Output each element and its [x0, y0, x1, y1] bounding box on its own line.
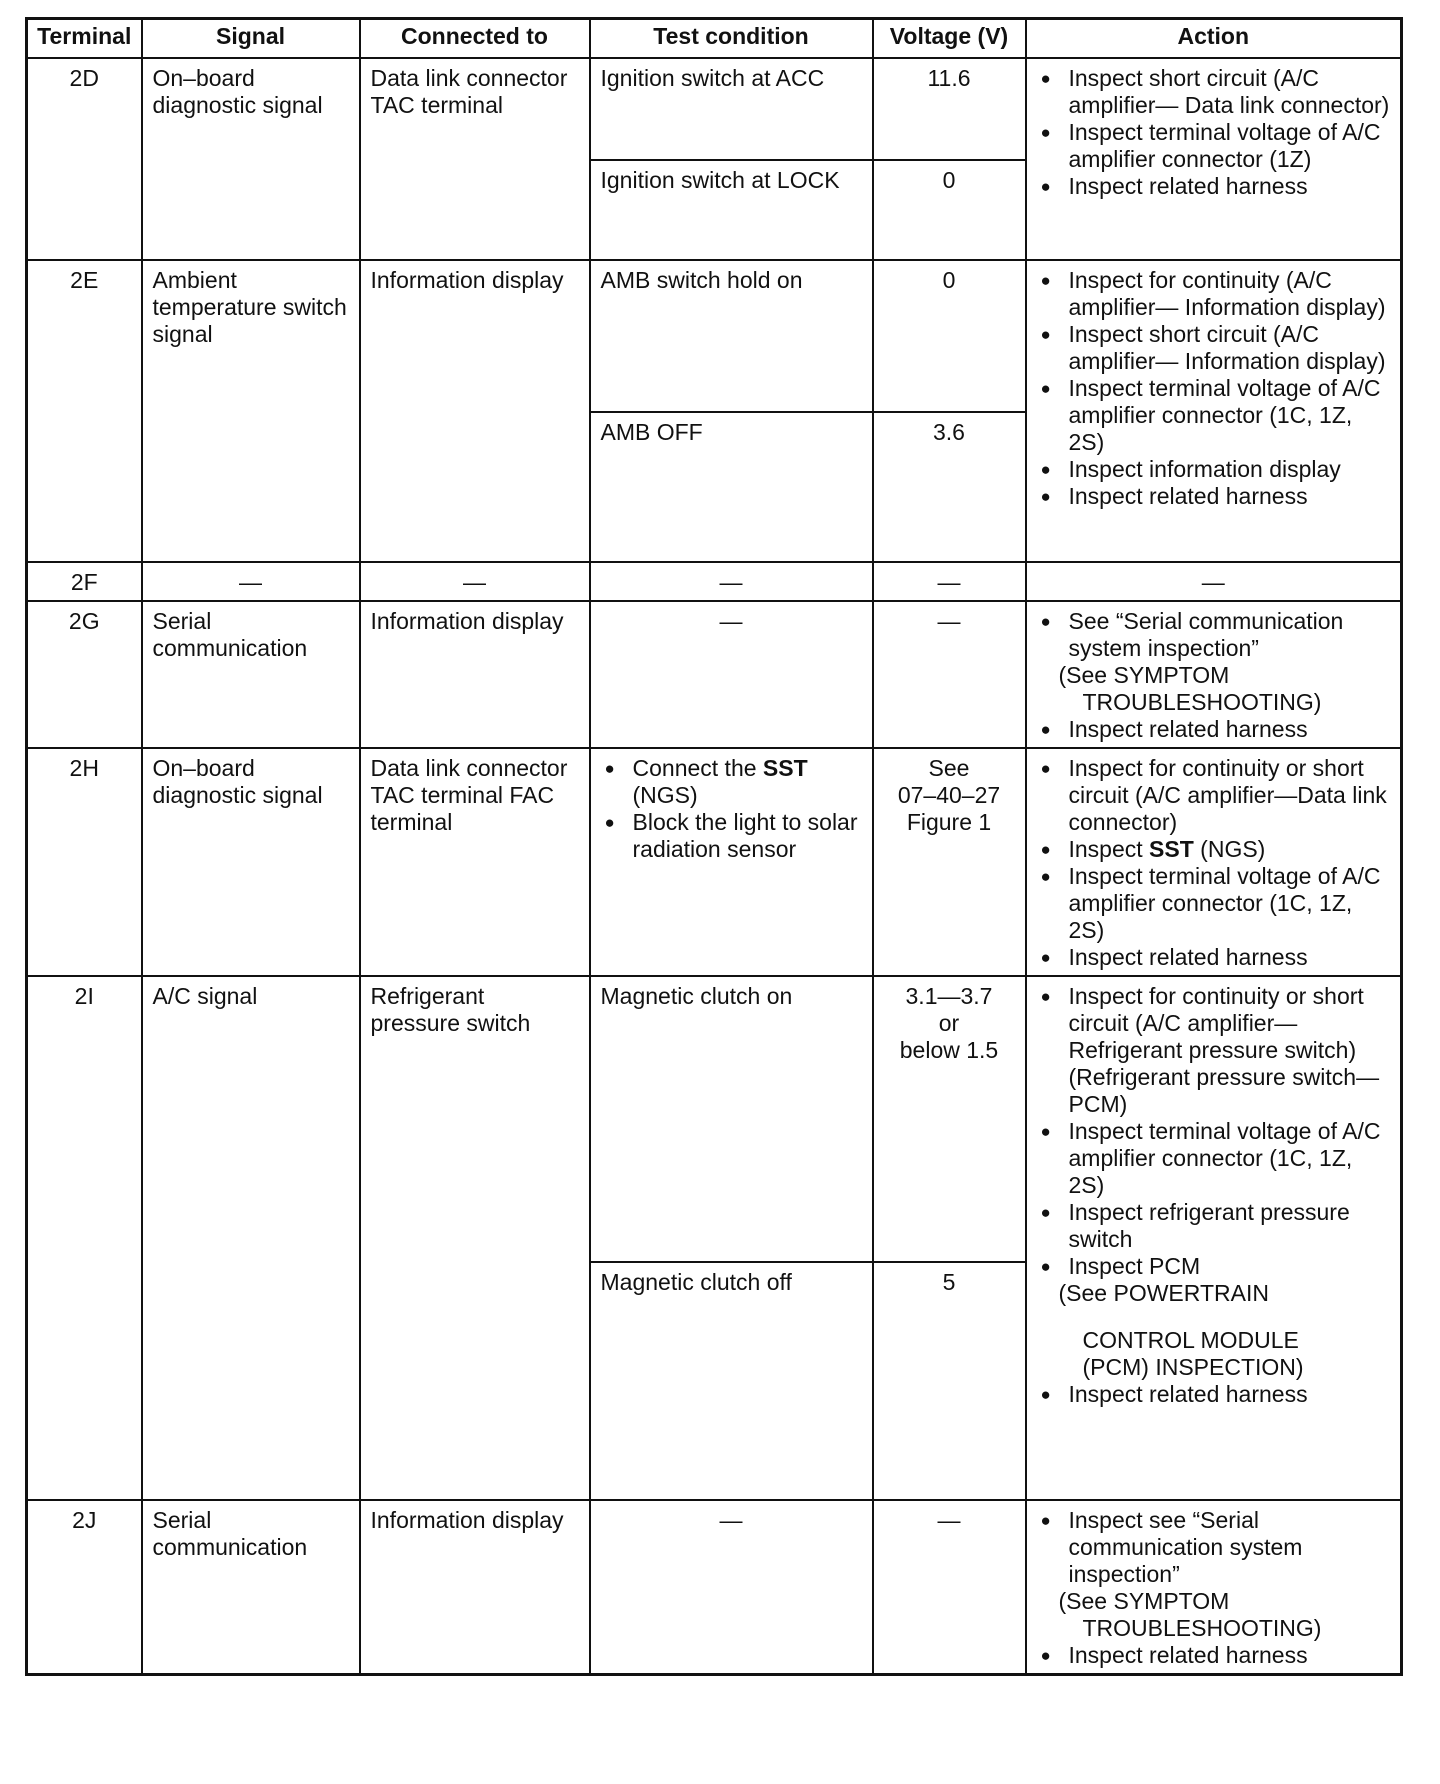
connected-to-cell: Information display	[360, 260, 590, 562]
table-row	[27, 562, 1402, 601]
header-terminal: Terminal	[27, 19, 142, 59]
see-reference: TROUBLESHOOTING)	[1082, 1615, 1322, 1641]
table-row	[27, 748, 1402, 976]
action-list	[1037, 1507, 1391, 1588]
header-action: Action	[1026, 19, 1402, 59]
signal-cell: On–board diagnostic signal	[142, 58, 360, 260]
test-condition-cell: AMB switch hold on	[590, 260, 873, 412]
action-cell	[1026, 601, 1402, 748]
header-voltage: Voltage (V)	[873, 19, 1026, 59]
test-condition-cell: Magnetic clutch off	[590, 1262, 873, 1500]
table-row	[27, 58, 1402, 160]
see-reference: (PCM) INSPECTION)	[1082, 1354, 1304, 1380]
action-list	[1037, 1381, 1391, 1408]
sst-bold: SST	[1149, 836, 1194, 862]
action-item: ● Inspect for continuity (A/C amplifier— Information display)	[1037, 267, 1391, 321]
action-item	[1037, 836, 1391, 863]
action-list	[1037, 267, 1391, 510]
action-item: ● Inspect terminal voltage of A/C amplifier connector (1C, 1Z, 2S)	[1037, 1118, 1391, 1199]
terminal-cell: 2I	[27, 976, 142, 1500]
action-cell	[1026, 1500, 1402, 1675]
table-row	[27, 1500, 1402, 1675]
action-item: ● Inspect for continuity or short circuit (A/C amplifier—Refrigerant pressure switch) (Refrigerant pressure switch—PCM)	[1037, 983, 1391, 1118]
action-cell	[1026, 976, 1402, 1500]
action-item: ● Inspect PCM	[1037, 1253, 1391, 1280]
table-row	[27, 976, 1402, 1262]
voltage-line: or	[938, 1010, 960, 1036]
action-item: ● Inspect short circuit (A/C amplifier— Information display)	[1037, 321, 1391, 375]
see-reference: (See SYMPTOM	[1058, 1588, 1230, 1614]
action-item: ● Inspect related harness	[1037, 944, 1391, 971]
signal-cell: —	[142, 562, 360, 601]
voltage-line: Figure 1	[906, 809, 992, 835]
action-item	[1037, 608, 1391, 662]
terminal-cell: 2E	[27, 260, 142, 562]
voltage-cell	[873, 748, 1026, 976]
action-cell	[1026, 260, 1402, 562]
voltage-cell: —	[873, 1500, 1026, 1675]
terminal-cell: 2F	[27, 562, 142, 601]
signal-cell: On–board diagnostic signal	[142, 748, 360, 976]
action-item: ● Inspect terminal voltage of A/C amplifier connector (1C, 1Z, 2S)	[1037, 863, 1391, 944]
connected-to-cell: Information display	[360, 601, 590, 748]
condition-text: (NGS)	[632, 782, 698, 808]
terminal-cell: 2H	[27, 748, 142, 976]
test-condition-cell: Magnetic clutch on	[590, 976, 873, 1262]
test-condition-cell: Ignition switch at ACC	[590, 58, 873, 160]
test-condition-cell: —	[590, 562, 873, 601]
action-item: ● Inspect refrigerant pressure switch	[1037, 1199, 1391, 1253]
header-signal: Signal	[142, 19, 360, 59]
terminal-inspection-table	[25, 17, 1403, 1676]
signal-cell: Serial communication	[142, 601, 360, 748]
connected-to-cell: Refrigerant pressure switch	[360, 976, 590, 1500]
action-text: ● See “Serial communication system inspection”	[1068, 608, 1344, 661]
terminal-cell: 2J	[27, 1500, 142, 1675]
see-reference: (See SYMPTOM	[1058, 662, 1230, 688]
header-connected-to: Connected to	[360, 19, 590, 59]
action-item: ● Inspect for continuity or short circuit (A/C amplifier—Data link connector)	[1037, 755, 1391, 836]
action-item: ● Inspect related harness	[1037, 483, 1391, 510]
signal-cell: Serial communication	[142, 1500, 360, 1675]
action-item: ● Inspect information display	[1037, 456, 1391, 483]
test-condition-cell: —	[590, 1500, 873, 1675]
signal-cell: Ambient temperature switch signal	[142, 260, 360, 562]
action-item: ● Inspect see “Serial communication system inspection”	[1037, 1507, 1391, 1588]
voltage-cell	[873, 976, 1026, 1262]
test-condition-cell: AMB OFF	[590, 412, 873, 562]
header-test-condition: Test condition	[590, 19, 873, 59]
test-condition-cell: —	[590, 601, 873, 748]
action-cell: —	[1026, 562, 1402, 601]
test-condition-cell: Ignition switch at LOCK	[590, 160, 873, 260]
condition-item	[601, 755, 862, 809]
table-row	[27, 260, 1402, 412]
connected-to-cell: Data link connector TAC terminal FAC terminal	[360, 748, 590, 976]
action-list	[1037, 983, 1391, 1280]
voltage-cell: 3.6	[873, 412, 1026, 562]
terminal-inspection-sheet	[25, 17, 1400, 1676]
connected-to-cell: Data link connector TAC terminal	[360, 58, 590, 260]
voltage-cell: 5	[873, 1262, 1026, 1500]
action-text: (NGS)	[1193, 836, 1266, 862]
action-item: ● Inspect related harness	[1037, 1642, 1391, 1669]
connected-to-cell: —	[360, 562, 590, 601]
voltage-cell: 11.6	[873, 58, 1026, 160]
action-item: ● Inspect related harness	[1037, 173, 1391, 200]
see-reference: CONTROL MODULE	[1082, 1327, 1299, 1353]
condition-list	[601, 755, 862, 863]
terminal-cell: 2G	[27, 601, 142, 748]
header-row	[27, 19, 1402, 59]
action-text: Inspect	[1068, 836, 1150, 862]
action-list	[1037, 608, 1391, 662]
voltage-line: 3.1—3.7	[905, 983, 993, 1009]
voltage-cell: —	[873, 601, 1026, 748]
voltage-cell: 0	[873, 260, 1026, 412]
action-list	[1037, 1642, 1391, 1669]
connected-to-cell: Information display	[360, 1500, 590, 1675]
test-condition-cell	[590, 748, 873, 976]
voltage-line: 07–40–27	[897, 782, 1001, 808]
voltage-cell: —	[873, 562, 1026, 601]
action-item: ● Inspect terminal voltage of A/C amplifier connector (1C, 1Z, 2S)	[1037, 375, 1391, 456]
voltage-line: See	[928, 755, 970, 781]
condition-item: ● Block the light to solar radiation sensor	[601, 809, 862, 863]
sst-bold: SST	[762, 755, 808, 781]
signal-cell: A/C signal	[142, 976, 360, 1500]
voltage-line: below 1.5	[899, 1037, 999, 1063]
table-row	[27, 601, 1402, 748]
see-reference: TROUBLESHOOTING)	[1082, 689, 1322, 715]
action-cell	[1026, 748, 1402, 976]
voltage-cell: 0	[873, 160, 1026, 260]
action-list	[1037, 755, 1391, 971]
action-list	[1037, 716, 1391, 743]
action-list	[1037, 65, 1391, 200]
see-reference: (See POWERTRAIN	[1058, 1280, 1269, 1306]
action-item: ● Inspect terminal voltage of A/C amplifier connector (1Z)	[1037, 119, 1391, 173]
action-item: ● Inspect related harness	[1037, 1381, 1391, 1408]
terminal-cell: 2D	[27, 58, 142, 260]
action-item: ● Inspect short circuit (A/C amplifier— Data link connector)	[1037, 65, 1391, 119]
action-cell	[1026, 58, 1402, 260]
condition-text: Connect the	[632, 755, 763, 781]
action-item: ● Inspect related harness	[1037, 716, 1391, 743]
